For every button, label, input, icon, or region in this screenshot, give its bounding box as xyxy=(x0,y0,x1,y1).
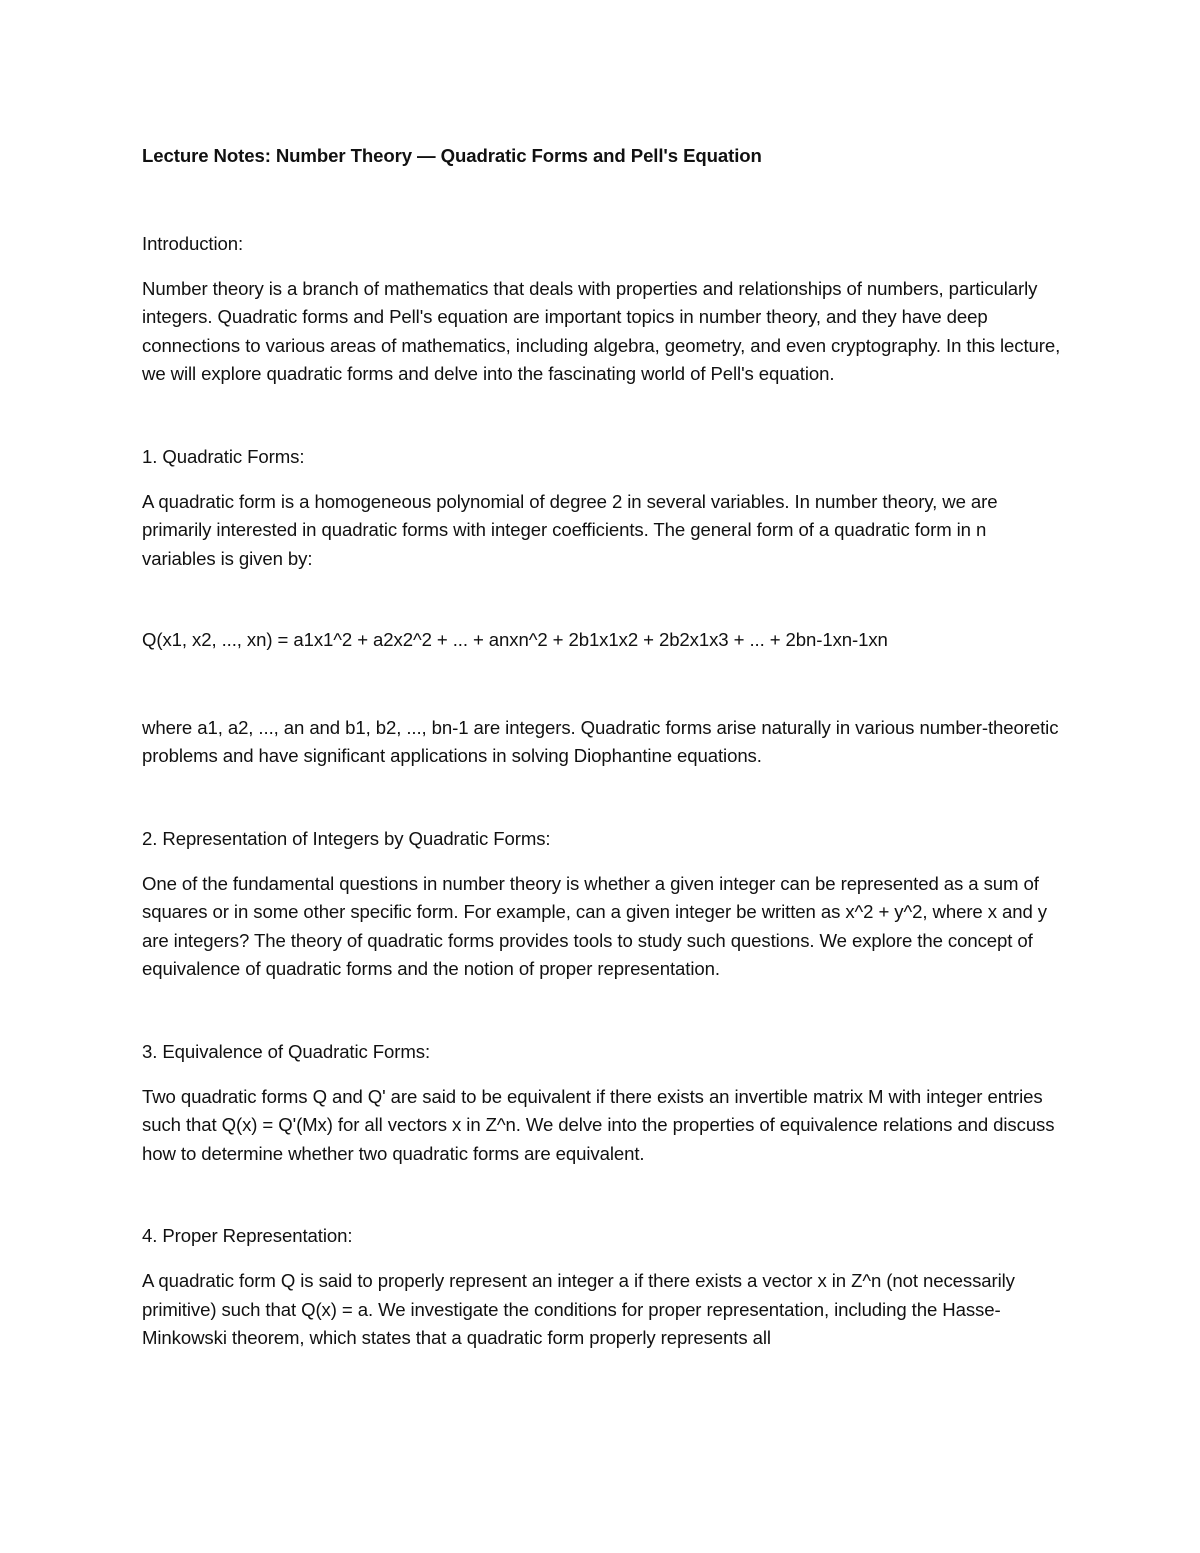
section-2-heading: 2. Representation of Integers by Quadratic Forms: xyxy=(142,827,551,849)
section-1-paragraph: A quadratic form is a homogeneous polynomial of degree 2 in several variables. In number theory, we are primarily interested in quadratic forms with integer coefficients. The general form of a quadratic form in n variables is given by: xyxy=(142,490,998,569)
section-3-heading: 3. Equivalence of Quadratic Forms: xyxy=(142,1040,431,1062)
document-title: Lecture Notes: Number Theory — Quadratic Forms and Pell's Equation xyxy=(142,145,762,166)
section-2-paragraph: One of the fundamental questions in number theory is whether a given integer can be represented as a sum of squares or in some other specific form. For example, can a given integer be written as x^2 + y^2, where x and y are integers? The theory of quadratic forms provides tools to study such questions. We explore the concept of equivalence of quadratic forms and the notion of proper representation. xyxy=(142,872,1047,979)
section-4-heading: 4. Proper Representation: xyxy=(142,1225,353,1246)
section-1-heading: 1. Quadratic Forms: xyxy=(142,445,305,467)
section-1-paragraph-after-formula: where a1, a2, ..., an and b1, b2, ..., bn-1 are integers. Quadratic forms arise naturally in various number-theoretic problems and have significant applications in solving Diophantine equations. xyxy=(142,716,1059,766)
introduction-paragraph: Number theory is a branch of mathematics that deals with properties and relationships of numbers, particularly integers. Quadratic forms and Pell's equation are important topics in number theory, and they have deep connections to various areas of mathematics, including algebra, geometry, and even cryptography. In this lecture, we will explore quadratic forms and delve into the fascinating world of Pell's equation. xyxy=(142,277,1061,384)
introduction-heading: Introduction: xyxy=(142,232,244,254)
quadratic-form-formula: Q(x1, x2, ..., xn) = a1x1^2 + a2x2^2 + ... + anxn^2 + 2b1x1x2 + 2b2x1x3 + ... + 2bn-1xn-1xn xyxy=(142,629,888,650)
section-4-paragraph: A quadratic form Q is said to properly represent an integer a if there exists a vector x in Z^n (not necessarily primitive) such that Q(x) = a. We investigate the conditions for proper representation, including the Hasse-Minkowski theorem, which states that a quadratic form properly represents all xyxy=(142,1270,1015,1348)
document-content xyxy=(142,142,1062,1353)
section-3-paragraph: Two quadratic forms Q and Q' are said to be equivalent if there exists an invertible matrix M with integer entries such that Q(x) = Q'(Mx) for all vectors x in Z^n. We delve into the properties of equivalence relations and discuss how to determine whether two quadratic forms are equivalent. xyxy=(142,1085,1055,1164)
